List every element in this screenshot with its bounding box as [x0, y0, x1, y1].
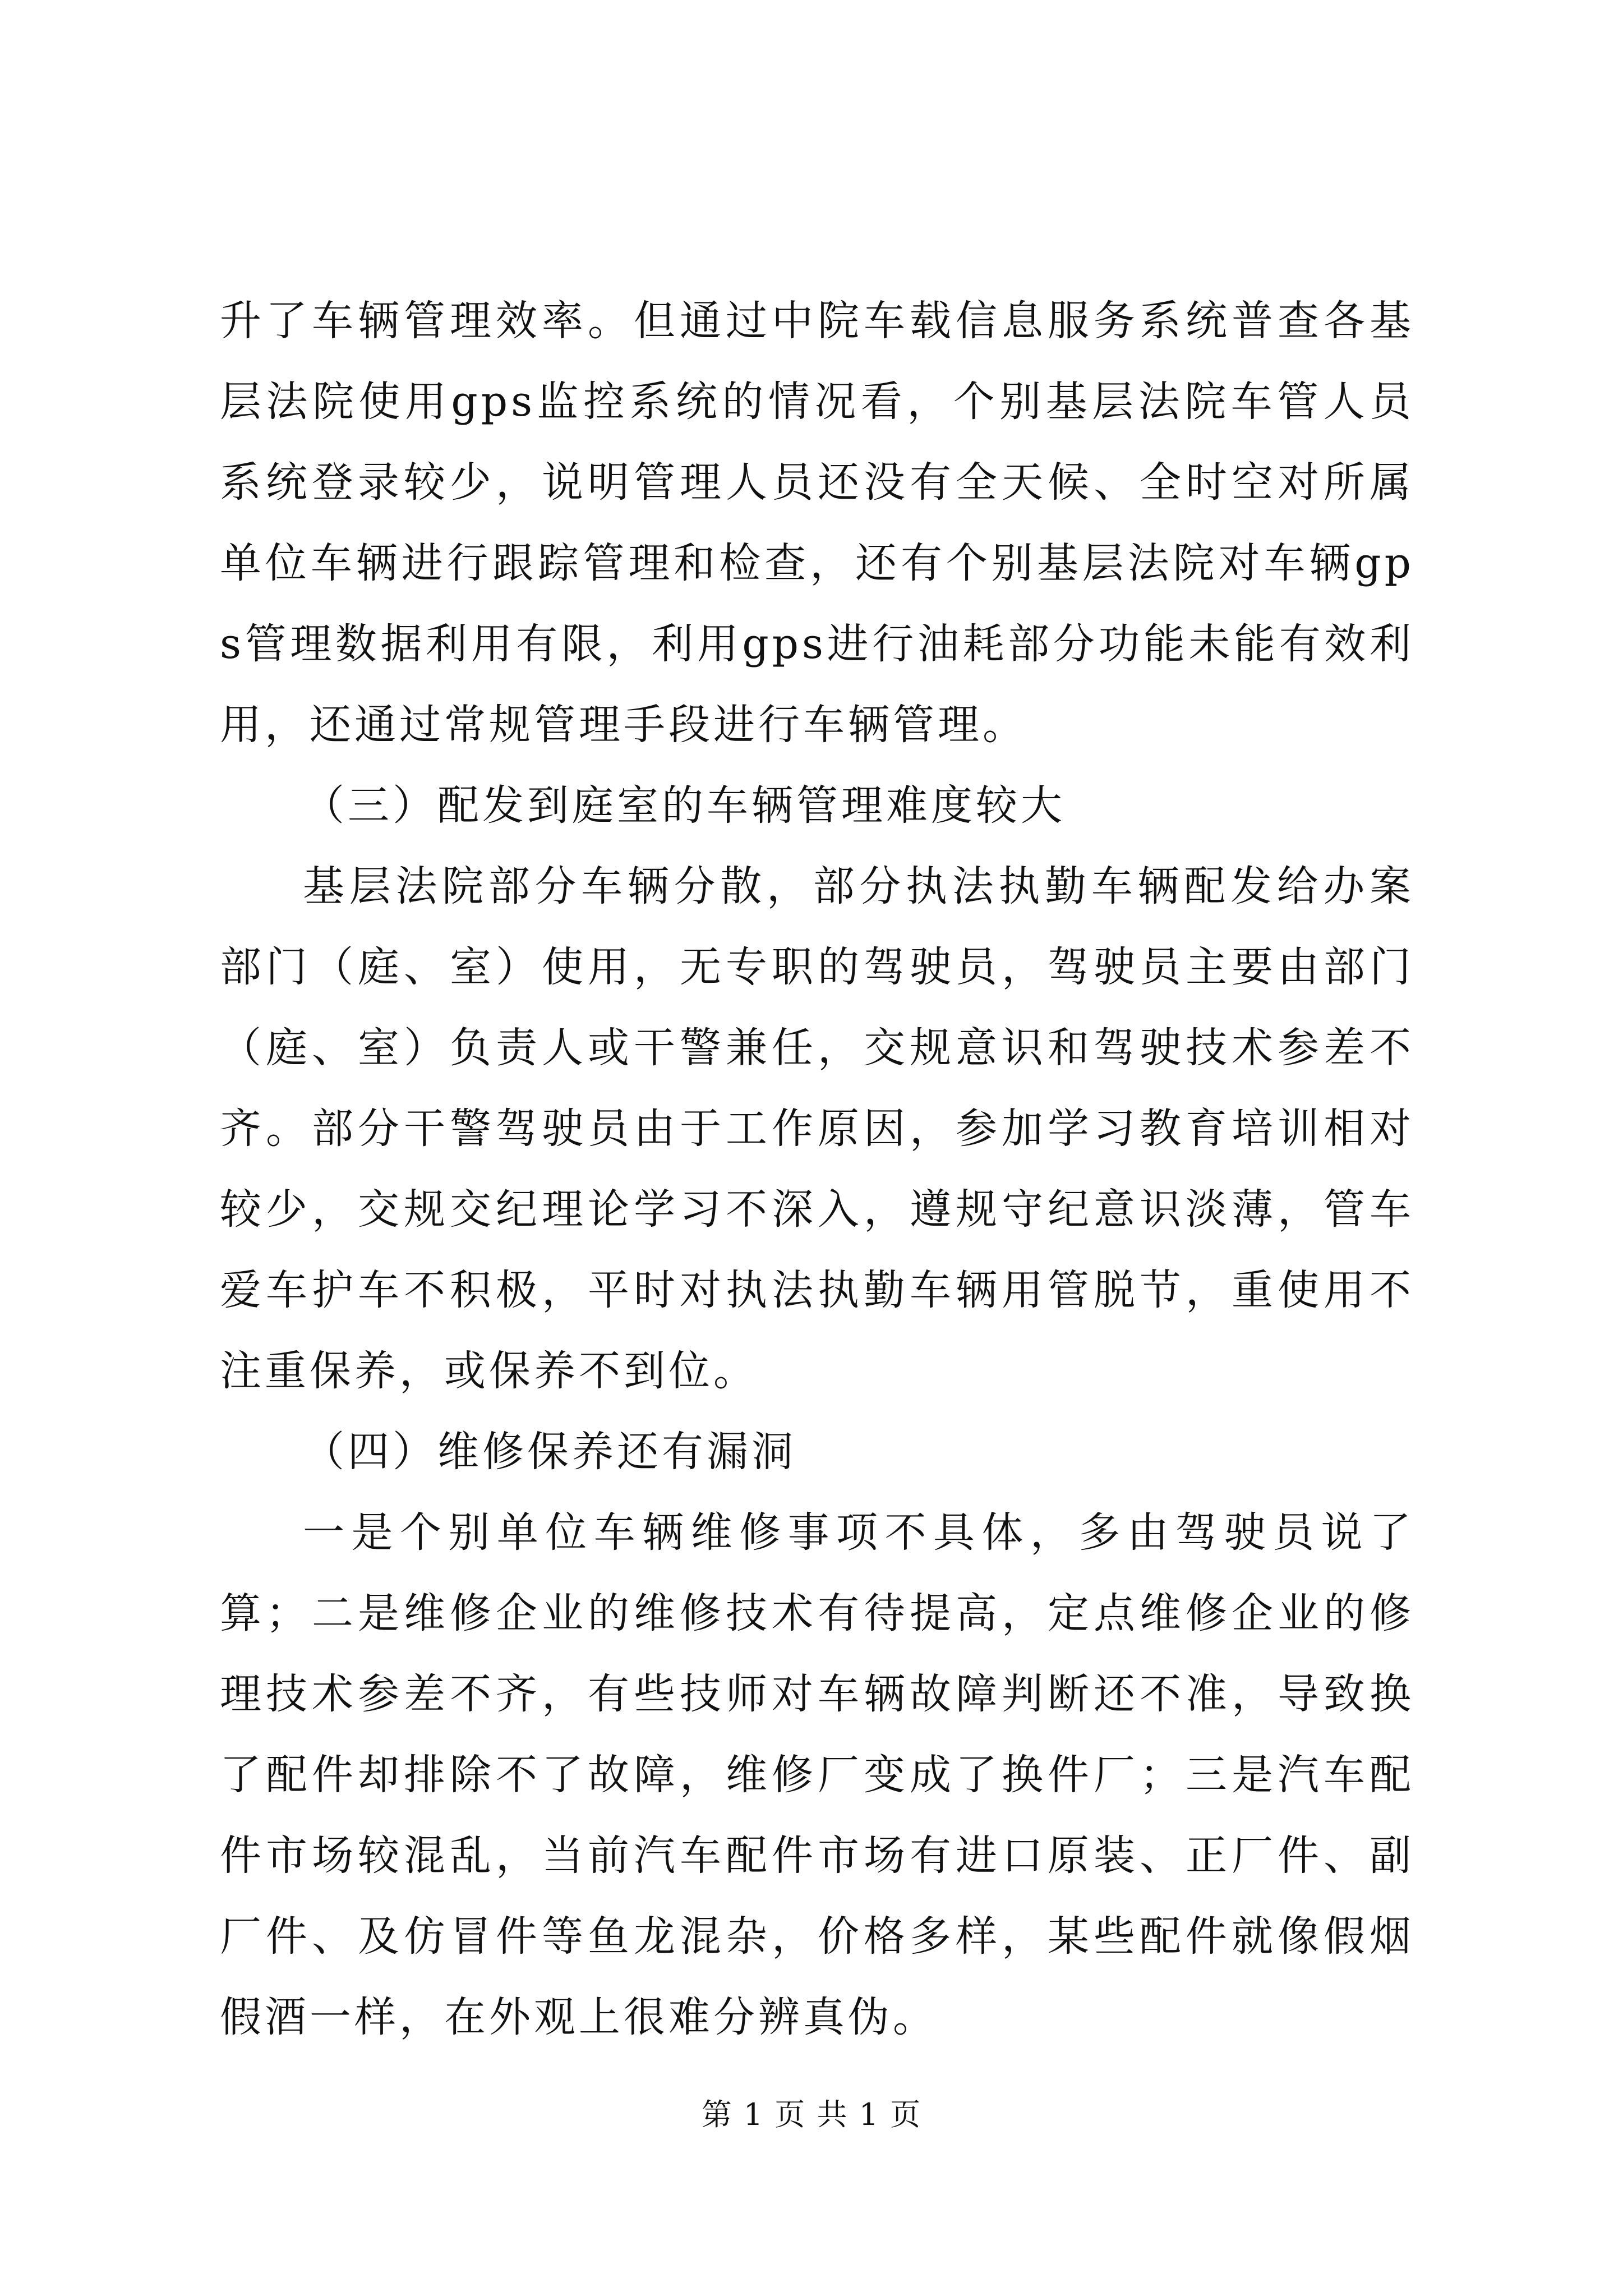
- section-heading-3: （三）配发到庭室的车辆管理难度较大: [303, 781, 1066, 830]
- paragraph-maintenance: 一是个别单位车辆维修事项不具体，多由驾驶员说了算；二是维修企业的维修技术有待提高，定点维修企业的修理技术参差不齐，有些技师对车辆故障判断还不准，导致换了配件却排除不了故障，维修厂变成了换件厂；三是汽车配件市场较混乱，当前汽车配件市场有进口原装、正厂件、副厂件、及仿冒件等鱼龙混杂，价格多样，某些配件就像假烟假酒一样，在外观上很难分辨真伪。: [220, 1508, 1414, 2041]
- paragraph-continued: 升了车辆管理效率。但通过中院车载信息服务系统普查各基层法院使用gps监控系统的情况看，个别基层法院车管人员系统登录较少，说明管理人员还没有全天候、全时空对所属单位车辆进行跟踪管理和检查，还有个别基层法院对车辆gps管理数据利用有限，利用gps进行油耗部分功能未能有效利用，还通过常规管理手段进行车辆管理。: [220, 297, 1414, 749]
- page-footer: 第 1 页 共 1 页: [701, 2097, 922, 2132]
- section-heading-4: （四）维修保养还有漏洞: [303, 1428, 796, 1476]
- document-body: [220, 280, 1414, 2058]
- paragraph-vehicle-dispatch: 基层法院部分车辆分散，部分执法执勤车辆配发给办案部门（庭、室）使用，无专职的驾驶员，驾驶员主要由部门（庭、室）负责人或干警兼任，交规意识和驾驶技术参差不齐。部分干警驾驶员由于工作原因，参加学习教育培训相对较少，交规交纪理论学习不深入，遵规守纪意识淡薄，管车爱车护车不积极，平时对执法执勤车辆用管脱节，重使用不注重保养，或保养不到位。: [220, 862, 1414, 1395]
